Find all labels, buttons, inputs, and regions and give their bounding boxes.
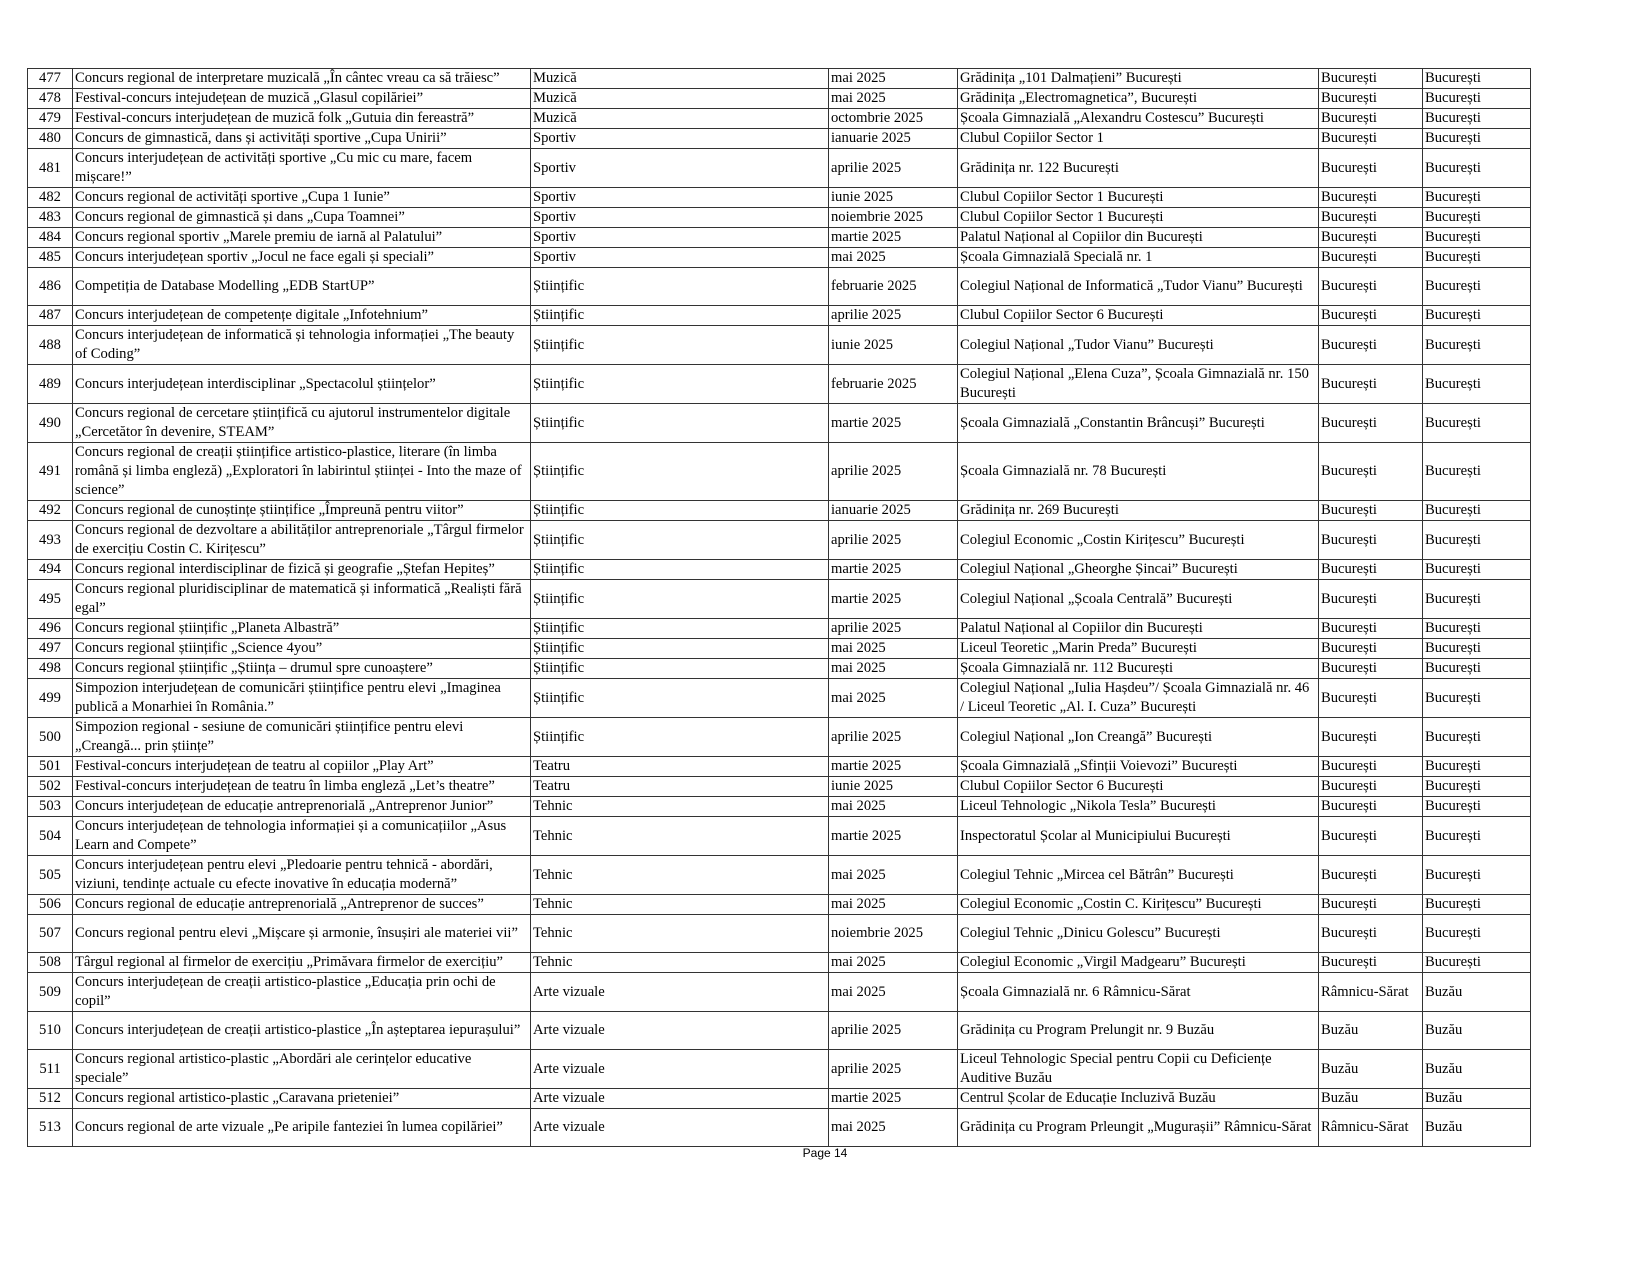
row-number-cell: 484: [28, 228, 73, 248]
institution-cell: Grădinița „101 Dalmațieni” București: [958, 69, 1319, 89]
period-cell: martie 2025: [829, 757, 958, 777]
table-row: [28, 679, 1531, 718]
row-number-cell: 513: [28, 1109, 73, 1147]
institution-cell: Școala Gimnazială nr. 6 Râmnicu-Sărat: [958, 973, 1319, 1012]
period-cell: mai 2025: [829, 973, 958, 1012]
locality-cell: București: [1319, 149, 1423, 188]
page-number: Page 14: [802, 1146, 848, 1160]
period-cell: mai 2025: [829, 89, 958, 109]
institution-cell: Clubul Copiilor Sector 1 București: [958, 208, 1319, 228]
row-number-cell: 485: [28, 248, 73, 268]
period-cell: februarie 2025: [829, 365, 958, 404]
domain-cell: Științific: [531, 268, 829, 306]
locality-cell: București: [1319, 659, 1423, 679]
competition-name-cell: Concurs regional științific „Science 4you”: [73, 639, 531, 659]
domain-cell: Tehnic: [531, 895, 829, 915]
competition-name-cell: Festival-concurs intejudețean de muzică „Glasul copilăriei”: [73, 89, 531, 109]
locality-cell: București: [1319, 69, 1423, 89]
institution-cell: Centrul Școlar de Educație Incluzivă Buzău: [958, 1089, 1319, 1109]
competition-name-cell: Concurs regional artistico-plastic „Caravana prieteniei”: [73, 1089, 531, 1109]
institution-cell: Colegiul Național „Tudor Vianu” București: [958, 326, 1319, 365]
domain-cell: Teatru: [531, 777, 829, 797]
locality-cell: București: [1319, 718, 1423, 757]
locality-cell: București: [1319, 856, 1423, 895]
row-number-cell: 512: [28, 1089, 73, 1109]
domain-cell: Sportiv: [531, 129, 829, 149]
locality-cell: București: [1319, 501, 1423, 521]
county-cell: București: [1423, 639, 1531, 659]
table-row: [28, 188, 1531, 208]
table-row: [28, 521, 1531, 560]
competition-name-cell: Concurs regional de arte vizuale „Pe aripile fanteziei în lumea copilăriei”: [73, 1109, 531, 1147]
competition-name-cell: Concurs regional de creații științifice artistico-plastice, literare (în limba română și limba engleză) „Exploratori în labirintul științei - Into the maze of science”: [73, 443, 531, 501]
competition-name-cell: Concurs interjudețean de creații artistico-plastice „În așteptarea iepurașului”: [73, 1012, 531, 1050]
table-row: [28, 757, 1531, 777]
locality-cell: București: [1319, 915, 1423, 953]
period-cell: octombrie 2025: [829, 109, 958, 129]
period-cell: iunie 2025: [829, 777, 958, 797]
locality-cell: București: [1319, 268, 1423, 306]
institution-cell: Școala Gimnazială „Constantin Brâncuși” București: [958, 404, 1319, 443]
domain-cell: Științific: [531, 306, 829, 326]
domain-cell: Tehnic: [531, 953, 829, 973]
county-cell: Buzău: [1423, 1109, 1531, 1147]
table-row: [28, 443, 1531, 501]
county-cell: București: [1423, 501, 1531, 521]
competition-name-cell: Concurs regional artistico-plastic „Abordări ale cerințelor educative speciale”: [73, 1050, 531, 1089]
competition-name-cell: Simpozion interjudețean de comunicări științifice pentru elevi „Imaginea publică a Monarhiei în România.”: [73, 679, 531, 718]
locality-cell: București: [1319, 188, 1423, 208]
row-number-cell: 488: [28, 326, 73, 365]
county-cell: București: [1423, 895, 1531, 915]
table-row: [28, 915, 1531, 953]
table-row: [28, 404, 1531, 443]
table-row: [28, 268, 1531, 306]
row-number-cell: 495: [28, 580, 73, 619]
competition-name-cell: Concurs regional de cunoștințe științifice „Împreună pentru viitor”: [73, 501, 531, 521]
locality-cell: București: [1319, 326, 1423, 365]
table-row: [28, 580, 1531, 619]
row-number-cell: 500: [28, 718, 73, 757]
row-number-cell: 502: [28, 777, 73, 797]
institution-cell: Colegiul Economic „Costin Kirițescu” București: [958, 521, 1319, 560]
county-cell: București: [1423, 208, 1531, 228]
domain-cell: Arte vizuale: [531, 1050, 829, 1089]
locality-cell: București: [1319, 817, 1423, 856]
period-cell: mai 2025: [829, 953, 958, 973]
competition-name-cell: Concurs regional de activități sportive „Cupa 1 Iunie”: [73, 188, 531, 208]
domain-cell: Teatru: [531, 757, 829, 777]
competition-name-cell: Concurs regional de educație antreprenorială „Antreprenor de succes”: [73, 895, 531, 915]
competition-name-cell: Concurs regional sportiv „Marele premiu de iarnă al Palatului”: [73, 228, 531, 248]
institution-cell: Clubul Copiilor Sector 6 București: [958, 306, 1319, 326]
row-number-cell: 505: [28, 856, 73, 895]
competition-name-cell: Concurs interjudețean sportiv „Jocul ne face egali și speciali”: [73, 248, 531, 268]
competition-name-cell: Concurs interjudețean de informatică și tehnologia informației „The beauty of Coding”: [73, 326, 531, 365]
locality-cell: București: [1319, 777, 1423, 797]
locality-cell: București: [1319, 679, 1423, 718]
county-cell: București: [1423, 306, 1531, 326]
county-cell: București: [1423, 797, 1531, 817]
period-cell: noiembrie 2025: [829, 208, 958, 228]
domain-cell: Științific: [531, 659, 829, 679]
institution-cell: Colegiul Tehnic „Dinicu Golescu” București: [958, 915, 1319, 953]
row-number-cell: 478: [28, 89, 73, 109]
locality-cell: Buzău: [1319, 1012, 1423, 1050]
domain-cell: Științific: [531, 404, 829, 443]
locality-cell: București: [1319, 443, 1423, 501]
period-cell: ianuarie 2025: [829, 501, 958, 521]
competitions-table: [27, 68, 1531, 1147]
competition-name-cell: Concurs regional pluridisciplinar de matematică și informatică „Realiști fără egal”: [73, 580, 531, 619]
domain-cell: Muzică: [531, 69, 829, 89]
period-cell: mai 2025: [829, 679, 958, 718]
table-row: [28, 718, 1531, 757]
table-row: [28, 69, 1531, 89]
institution-cell: Colegiul Național „Elena Cuza”, Școala Gimnazială nr. 150 București: [958, 365, 1319, 404]
institution-cell: Clubul Copiilor Sector 6 București: [958, 777, 1319, 797]
competition-name-cell: Competiția de Database Modelling „EDB StartUP”: [73, 268, 531, 306]
county-cell: București: [1423, 619, 1531, 639]
row-number-cell: 481: [28, 149, 73, 188]
period-cell: aprilie 2025: [829, 1050, 958, 1089]
institution-cell: Școala Gimnazială Specială nr. 1: [958, 248, 1319, 268]
domain-cell: Arte vizuale: [531, 973, 829, 1012]
row-number-cell: 511: [28, 1050, 73, 1089]
row-number-cell: 489: [28, 365, 73, 404]
county-cell: București: [1423, 521, 1531, 560]
row-number-cell: 510: [28, 1012, 73, 1050]
competition-name-cell: Concurs interjudețean de creații artistico-plastice „Educația prin ochi de copil”: [73, 973, 531, 1012]
locality-cell: București: [1319, 757, 1423, 777]
institution-cell: Colegiul Național de Informatică „Tudor Vianu” București: [958, 268, 1319, 306]
domain-cell: Muzică: [531, 109, 829, 129]
period-cell: noiembrie 2025: [829, 915, 958, 953]
competition-name-cell: Concurs interjudețean pentru elevi „Pledoarie pentru tehnică - abordări, viziuni, tendințe actuale cu efecte inovative în educația modernă”: [73, 856, 531, 895]
row-number-cell: 480: [28, 129, 73, 149]
row-number-cell: 494: [28, 560, 73, 580]
institution-cell: Palatul Național al Copiilor din București: [958, 619, 1319, 639]
table-row: [28, 365, 1531, 404]
competition-name-cell: Concurs interjudețean interdisciplinar „Spectacolul științelor”: [73, 365, 531, 404]
competition-name-cell: Târgul regional al firmelor de exercițiu „Primăvara firmelor de exercițiu”: [73, 953, 531, 973]
locality-cell: Buzău: [1319, 1089, 1423, 1109]
row-number-cell: 479: [28, 109, 73, 129]
county-cell: București: [1423, 149, 1531, 188]
locality-cell: Râmnicu-Sărat: [1319, 1109, 1423, 1147]
domain-cell: Sportiv: [531, 228, 829, 248]
row-number-cell: 486: [28, 268, 73, 306]
county-cell: București: [1423, 188, 1531, 208]
table-row: [28, 1109, 1531, 1147]
locality-cell: București: [1319, 521, 1423, 560]
table-row: [28, 777, 1531, 797]
row-number-cell: 503: [28, 797, 73, 817]
row-number-cell: 491: [28, 443, 73, 501]
period-cell: aprilie 2025: [829, 718, 958, 757]
locality-cell: Râmnicu-Sărat: [1319, 973, 1423, 1012]
table-row: [28, 326, 1531, 365]
period-cell: martie 2025: [829, 580, 958, 619]
locality-cell: București: [1319, 228, 1423, 248]
table-row: [28, 228, 1531, 248]
institution-cell: Școala Gimnazială „Alexandru Costescu” București: [958, 109, 1319, 129]
row-number-cell: 496: [28, 619, 73, 639]
period-cell: martie 2025: [829, 560, 958, 580]
county-cell: București: [1423, 679, 1531, 718]
domain-cell: Științific: [531, 639, 829, 659]
county-cell: București: [1423, 109, 1531, 129]
domain-cell: Sportiv: [531, 248, 829, 268]
domain-cell: Științific: [531, 326, 829, 365]
county-cell: București: [1423, 228, 1531, 248]
domain-cell: Științific: [531, 619, 829, 639]
institution-cell: Inspectoratul Școlar al Municipiului București: [958, 817, 1319, 856]
domain-cell: Științific: [531, 443, 829, 501]
locality-cell: București: [1319, 560, 1423, 580]
county-cell: București: [1423, 580, 1531, 619]
competition-name-cell: Concurs interjudețean de educație antreprenorială „Antreprenor Junior”: [73, 797, 531, 817]
domain-cell: Muzică: [531, 89, 829, 109]
domain-cell: Științific: [531, 501, 829, 521]
period-cell: mai 2025: [829, 895, 958, 915]
row-number-cell: 498: [28, 659, 73, 679]
institution-cell: Grădinița „Electromagnetica”, București: [958, 89, 1319, 109]
period-cell: februarie 2025: [829, 268, 958, 306]
competition-name-cell: Simpozion regional - sesiune de comunicări științifice pentru elevi „Creangă... prin științe”: [73, 718, 531, 757]
institution-cell: Colegiul Național „Iulia Hașdeu”/ Școala Gimnazială nr. 46 / Liceul Teoretic „Al. I. Cuza” București: [958, 679, 1319, 718]
competition-name-cell: Festival-concurs interjudețean de teatru în limba engleză „Let’s theatre”: [73, 777, 531, 797]
locality-cell: București: [1319, 208, 1423, 228]
competition-name-cell: Concurs interjudețean de competențe digitale „Infotehnium”: [73, 306, 531, 326]
institution-cell: Grădinița nr. 122 București: [958, 149, 1319, 188]
table-body: [28, 69, 1531, 1147]
locality-cell: București: [1319, 639, 1423, 659]
row-number-cell: 487: [28, 306, 73, 326]
period-cell: mai 2025: [829, 639, 958, 659]
county-cell: Buzău: [1423, 1012, 1531, 1050]
institution-cell: Grădinița cu Program Prleungit „Mugurașii” Râmnicu-Sărat: [958, 1109, 1319, 1147]
domain-cell: Arte vizuale: [531, 1012, 829, 1050]
period-cell: aprilie 2025: [829, 1012, 958, 1050]
county-cell: Buzău: [1423, 973, 1531, 1012]
locality-cell: Buzău: [1319, 1050, 1423, 1089]
county-cell: București: [1423, 915, 1531, 953]
institution-cell: Școala Gimnazială „Sfinții Voievozi” București: [958, 757, 1319, 777]
row-number-cell: 504: [28, 817, 73, 856]
period-cell: mai 2025: [829, 248, 958, 268]
institution-cell: Grădinița cu Program Prelungit nr. 9 Buzău: [958, 1012, 1319, 1050]
table-row: [28, 129, 1531, 149]
county-cell: București: [1423, 268, 1531, 306]
competition-name-cell: Concurs regional de dezvoltare a abilităților antreprenoriale „Târgul firmelor de exercițiu Costin C. Kirițescu”: [73, 521, 531, 560]
table-row: [28, 797, 1531, 817]
competition-name-cell: Concurs regional de interpretare muzicală „În cântec vreau ca să trăiesc”: [73, 69, 531, 89]
row-number-cell: 490: [28, 404, 73, 443]
period-cell: aprilie 2025: [829, 521, 958, 560]
domain-cell: Tehnic: [531, 817, 829, 856]
table-row: [28, 973, 1531, 1012]
period-cell: martie 2025: [829, 228, 958, 248]
table-row: [28, 560, 1531, 580]
institution-cell: Clubul Copiilor Sector 1 București: [958, 188, 1319, 208]
competition-name-cell: Concurs de gimnastică, dans și activități sportive „Cupa Unirii”: [73, 129, 531, 149]
table-row: [28, 501, 1531, 521]
domain-cell: Științific: [531, 560, 829, 580]
competition-name-cell: Festival-concurs interjudețean de teatru al copiilor „Play Art”: [73, 757, 531, 777]
row-number-cell: 477: [28, 69, 73, 89]
institution-cell: Colegiul Național „Școala Centrală” București: [958, 580, 1319, 619]
period-cell: mai 2025: [829, 856, 958, 895]
period-cell: aprilie 2025: [829, 306, 958, 326]
county-cell: București: [1423, 69, 1531, 89]
row-number-cell: 509: [28, 973, 73, 1012]
institution-cell: Grădinița nr. 269 București: [958, 501, 1319, 521]
row-number-cell: 507: [28, 915, 73, 953]
county-cell: București: [1423, 443, 1531, 501]
county-cell: București: [1423, 248, 1531, 268]
table-row: [28, 248, 1531, 268]
locality-cell: București: [1319, 797, 1423, 817]
domain-cell: Sportiv: [531, 149, 829, 188]
locality-cell: București: [1319, 109, 1423, 129]
domain-cell: Arte vizuale: [531, 1089, 829, 1109]
row-number-cell: 497: [28, 639, 73, 659]
table-row: [28, 306, 1531, 326]
county-cell: București: [1423, 404, 1531, 443]
domain-cell: Tehnic: [531, 915, 829, 953]
period-cell: mai 2025: [829, 797, 958, 817]
institution-cell: Școala Gimnazială nr. 78 București: [958, 443, 1319, 501]
county-cell: București: [1423, 718, 1531, 757]
competition-name-cell: Concurs regional științific „Planeta Albastră”: [73, 619, 531, 639]
institution-cell: Colegiul Tehnic „Mircea cel Bătrân” București: [958, 856, 1319, 895]
table-row: [28, 149, 1531, 188]
competition-name-cell: Concurs regional științific „Știința – drumul spre cunoaștere”: [73, 659, 531, 679]
locality-cell: București: [1319, 248, 1423, 268]
county-cell: Buzău: [1423, 1089, 1531, 1109]
institution-cell: Colegiul Național „Gheorghe Șincai” București: [958, 560, 1319, 580]
period-cell: martie 2025: [829, 817, 958, 856]
domain-cell: Tehnic: [531, 797, 829, 817]
institution-cell: Școala Gimnazială nr. 112 București: [958, 659, 1319, 679]
period-cell: mai 2025: [829, 1109, 958, 1147]
county-cell: București: [1423, 326, 1531, 365]
domain-cell: Arte vizuale: [531, 1109, 829, 1147]
county-cell: București: [1423, 777, 1531, 797]
period-cell: aprilie 2025: [829, 619, 958, 639]
county-cell: București: [1423, 89, 1531, 109]
row-number-cell: 508: [28, 953, 73, 973]
period-cell: ianuarie 2025: [829, 129, 958, 149]
competition-name-cell: Concurs regional pentru elevi „Mișcare și armonie, însușiri ale materiei vii”: [73, 915, 531, 953]
county-cell: București: [1423, 129, 1531, 149]
row-number-cell: 483: [28, 208, 73, 228]
locality-cell: București: [1319, 580, 1423, 619]
locality-cell: București: [1319, 619, 1423, 639]
locality-cell: București: [1319, 89, 1423, 109]
competition-name-cell: Concurs regional de gimnastică și dans „Cupa Toamnei”: [73, 208, 531, 228]
county-cell: București: [1423, 560, 1531, 580]
institution-cell: Clubul Copiilor Sector 1: [958, 129, 1319, 149]
table-row: [28, 639, 1531, 659]
competition-name-cell: Concurs regional de cercetare științifică cu ajutorul instrumentelor digitale „Cercetător în devenire, STEAM”: [73, 404, 531, 443]
county-cell: București: [1423, 953, 1531, 973]
institution-cell: Liceul Tehnologic „Nikola Tesla” București: [958, 797, 1319, 817]
competition-name-cell: Concurs regional interdisciplinar de fizică și geografie „Ștefan Hepiteș”: [73, 560, 531, 580]
row-number-cell: 506: [28, 895, 73, 915]
period-cell: aprilie 2025: [829, 443, 958, 501]
period-cell: iunie 2025: [829, 188, 958, 208]
period-cell: mai 2025: [829, 69, 958, 89]
row-number-cell: 492: [28, 501, 73, 521]
domain-cell: Științific: [531, 718, 829, 757]
table-row: [28, 659, 1531, 679]
table-row: [28, 817, 1531, 856]
row-number-cell: 499: [28, 679, 73, 718]
domain-cell: Tehnic: [531, 856, 829, 895]
domain-cell: Sportiv: [531, 208, 829, 228]
institution-cell: Palatul Național al Copiilor din București: [958, 228, 1319, 248]
competition-name-cell: Festival-concurs interjudețean de muzică folk „Gutuia din fereastră”: [73, 109, 531, 129]
locality-cell: București: [1319, 129, 1423, 149]
row-number-cell: 501: [28, 757, 73, 777]
table-row: [28, 89, 1531, 109]
competition-name-cell: Concurs interjudețean de tehnologia informației și a comunicațiilor „Asus Learn and Compete”: [73, 817, 531, 856]
institution-cell: Liceul Tehnologic Special pentru Copii cu Deficiențe Auditive Buzău: [958, 1050, 1319, 1089]
county-cell: Buzău: [1423, 1050, 1531, 1089]
table-row: [28, 208, 1531, 228]
county-cell: București: [1423, 659, 1531, 679]
locality-cell: București: [1319, 306, 1423, 326]
domain-cell: Sportiv: [531, 188, 829, 208]
row-number-cell: 493: [28, 521, 73, 560]
domain-cell: Științific: [531, 521, 829, 560]
period-cell: mai 2025: [829, 659, 958, 679]
institution-cell: Colegiul Economic „Virgil Madgearu” București: [958, 953, 1319, 973]
county-cell: București: [1423, 365, 1531, 404]
domain-cell: Științific: [531, 679, 829, 718]
institution-cell: Liceul Teoretic „Marin Preda” București: [958, 639, 1319, 659]
domain-cell: Științific: [531, 580, 829, 619]
table-row: [28, 895, 1531, 915]
competition-name-cell: Concurs interjudețean de activități sportive „Cu mic cu mare, facem mișcare!”: [73, 149, 531, 188]
table-row: [28, 1050, 1531, 1089]
institution-cell: Colegiul Economic „Costin C. Kirițescu” București: [958, 895, 1319, 915]
table-row: [28, 856, 1531, 895]
table-row: [28, 1089, 1531, 1109]
locality-cell: București: [1319, 895, 1423, 915]
locality-cell: București: [1319, 404, 1423, 443]
county-cell: București: [1423, 856, 1531, 895]
table-row: [28, 1012, 1531, 1050]
domain-cell: Științific: [531, 365, 829, 404]
table-row: [28, 109, 1531, 129]
county-cell: București: [1423, 757, 1531, 777]
locality-cell: București: [1319, 365, 1423, 404]
table-row: [28, 953, 1531, 973]
period-cell: martie 2025: [829, 1089, 958, 1109]
table-row: [28, 619, 1531, 639]
institution-cell: Colegiul Național „Ion Creangă” București: [958, 718, 1319, 757]
county-cell: București: [1423, 817, 1531, 856]
period-cell: aprilie 2025: [829, 149, 958, 188]
locality-cell: București: [1319, 953, 1423, 973]
row-number-cell: 482: [28, 188, 73, 208]
period-cell: iunie 2025: [829, 326, 958, 365]
period-cell: martie 2025: [829, 404, 958, 443]
